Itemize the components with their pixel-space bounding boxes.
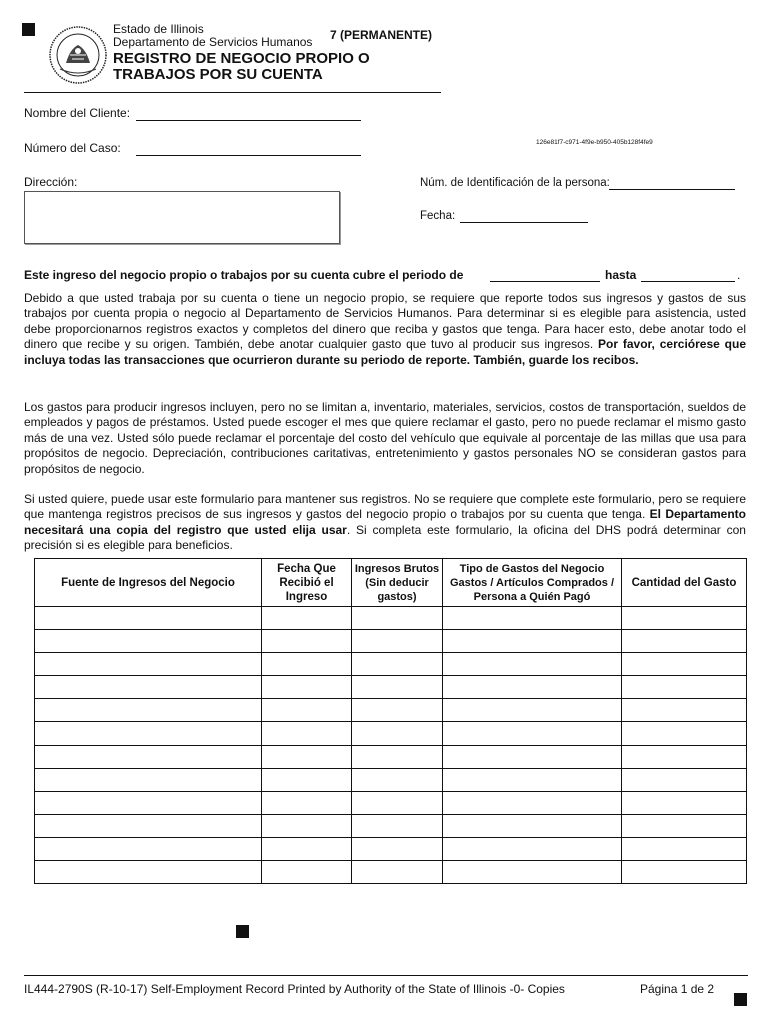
table-cell[interactable] [35, 676, 262, 699]
table-cell[interactable] [35, 814, 262, 837]
table-row [35, 791, 747, 814]
table-cell[interactable] [262, 837, 352, 860]
table-row [35, 861, 747, 884]
illinois-seal-icon [48, 25, 108, 85]
registration-mark-bottom-right [734, 993, 747, 1006]
document-hash: 126e81f7-c971-4f9e-b950-405b128f4fe9 [536, 139, 653, 146]
table-row [35, 837, 747, 860]
footer-rule [24, 975, 748, 976]
instructions-p3-tail: . Si completa este formulario, la oficina del DHS podrá determinar con precisión si es elegible para beneficios. [24, 522, 746, 553]
table-cell[interactable] [622, 676, 747, 699]
period-end-dot: . [737, 268, 741, 282]
table-cell[interactable] [262, 768, 352, 791]
table-cell[interactable] [622, 653, 747, 676]
table-cell[interactable] [443, 676, 622, 699]
client-name-label: Nombre del Cliente: [24, 106, 131, 120]
table-cell[interactable] [622, 768, 747, 791]
table-cell[interactable] [35, 607, 262, 630]
table-cell[interactable] [443, 861, 622, 884]
income-expense-table [34, 558, 747, 884]
registration-mark-top-left [22, 23, 35, 36]
table-cell[interactable] [262, 791, 352, 814]
period-end-field[interactable] [641, 281, 735, 282]
table-cell[interactable] [352, 722, 443, 745]
period-until-label: hasta [605, 268, 637, 282]
table-cell[interactable] [262, 722, 352, 745]
table-cell[interactable] [352, 607, 443, 630]
table-cell[interactable] [352, 837, 443, 860]
instructions-p2-text: Los gastos para producir ingresos incluyen, pero no se limitan a, inventario, materiales, servicios, costos de transportación, sueldos de empleados y pagos de préstamos. Usted puede escoger el mes que quiere reclamar el gasto, pero no puede reclamar el mismo gasto más de una vez. Usted sólo puede reclamar el porcentaje del costo del vehículo que equivale al porcentaje de las millas que usa para propósitos de negocio. Depreciación, contribuciones caritativas, entretenimiento y gastos personales NO se consideran gastos para propósitos de negocio. [24, 400, 746, 476]
table-cell[interactable] [443, 699, 622, 722]
table-cell[interactable] [262, 653, 352, 676]
table-cell[interactable] [262, 699, 352, 722]
table-header-row [35, 559, 747, 607]
table-cell[interactable] [262, 745, 352, 768]
instructions-paragraph-2 [24, 400, 746, 477]
table-cell[interactable] [443, 653, 622, 676]
address-field[interactable] [24, 191, 340, 244]
table-cell[interactable] [443, 837, 622, 860]
instructions-paragraph-1 [24, 291, 746, 368]
table-row [35, 722, 747, 745]
table-cell[interactable] [622, 607, 747, 630]
header-date-received: Fecha Que Recibió el Ingreso [262, 559, 352, 607]
instructions-p3-text: Si usted quiere, puede usar este formulario para mantener sus registros. No se requiere que complete este formulario, pero se requiere que mantenga registros precisos de sus ingresos y gastos del negocio propio o trabajos por su cuenta que tenga. [24, 492, 746, 522]
period-start-field[interactable] [490, 281, 600, 282]
agency-department: Departamento de Servicios Humanos [113, 35, 313, 49]
table-row [35, 814, 747, 837]
table-cell[interactable] [352, 676, 443, 699]
table-cell[interactable] [352, 699, 443, 722]
header-expense-type: Tipo de Gastos del Negocio Gastos / Artículos Comprados / Persona a Quién Pagó [443, 559, 622, 607]
date-field[interactable] [460, 222, 588, 223]
table-cell[interactable] [35, 653, 262, 676]
page-number: Página 1 de 2 [640, 982, 715, 996]
table-cell[interactable] [35, 791, 262, 814]
table-row [35, 699, 747, 722]
header-rule [24, 92, 441, 93]
person-id-field[interactable] [609, 189, 735, 190]
instructions-paragraph-3 [24, 492, 746, 554]
table-row [35, 607, 747, 630]
table-cell[interactable] [262, 630, 352, 653]
table-row [35, 676, 747, 699]
table-cell[interactable] [622, 791, 747, 814]
table-cell[interactable] [352, 745, 443, 768]
table-cell[interactable] [352, 861, 443, 884]
table-cell[interactable] [443, 791, 622, 814]
table-cell[interactable] [35, 699, 262, 722]
instructions-p1-emphasis: Por favor, cerciórese que incluya todas las transacciones que ocurrieron durante su periodo de reporte. También, guarde los recibos. [24, 337, 746, 367]
table-cell[interactable] [622, 861, 747, 884]
table-cell[interactable] [352, 630, 443, 653]
table-row [35, 653, 747, 676]
table-cell[interactable] [443, 768, 622, 791]
form-footer-info: IL444-2790S (R-10-17) Self-Employment Record Printed by Authority of the State of Illinois -0- Copies [24, 982, 565, 996]
address-label: Dirección: [24, 175, 78, 189]
case-number-label: Número del Caso: [24, 141, 121, 155]
header-income-source: Fuente de Ingresos del Negocio [35, 559, 262, 607]
instructions-p1-text: Debido a que usted trabaja por su cuenta o tiene un negocio propio, se requiere que reporte todos sus ingresos y gastos de sus trabajos por cuenta propia o negocio al Departamento de Servicios Humanos. Para determinar si es elegible para asistencia, usted debe proporcionarnos registros exactos y completos del dinero que reciba y gastos que tenga. Para hacer esto, debe anotar todo el dinero que recibe y su origen. También, debe anotar cualquier gasto que tuvo al producir sus ingresos. [24, 291, 746, 352]
table-row [35, 745, 747, 768]
instructions-p3-emphasis: El Departamento necesitará una copia del registro que usted elija usar [24, 507, 747, 537]
header-gross-income: Ingresos Brutos (Sin deducir gastos) [352, 559, 443, 607]
table-cell[interactable] [443, 745, 622, 768]
page-title-line-1: REGISTRO DE NEGOCIO PROPIO O [113, 50, 370, 67]
table-cell[interactable] [35, 768, 262, 791]
table-cell[interactable] [622, 814, 747, 837]
table-cell[interactable] [622, 837, 747, 860]
table-cell[interactable] [35, 722, 262, 745]
form-tag: 7 (PERMANENTE) [330, 28, 433, 42]
table-cell[interactable] [35, 837, 262, 860]
table-cell[interactable] [622, 745, 747, 768]
period-statement: Este ingreso del negocio propio o trabajos por su cuenta cubre el periodo de [24, 268, 464, 282]
table-cell[interactable] [35, 630, 262, 653]
date-label: Fecha: [420, 210, 456, 222]
table-cell[interactable] [262, 607, 352, 630]
person-id-label: Núm. de Identificación de la persona: [420, 177, 610, 189]
table-cell[interactable] [443, 630, 622, 653]
table-cell[interactable] [352, 791, 443, 814]
table-cell[interactable] [443, 722, 622, 745]
table-cell[interactable] [622, 699, 747, 722]
table-cell[interactable] [262, 861, 352, 884]
table-cell[interactable] [622, 630, 747, 653]
table-cell[interactable] [352, 653, 443, 676]
table-cell[interactable] [352, 814, 443, 837]
table-cell[interactable] [35, 745, 262, 768]
table-cell[interactable] [262, 676, 352, 699]
table-cell[interactable] [443, 814, 622, 837]
header-expense-amount: Cantidad del Gasto [622, 559, 747, 607]
table-cell[interactable] [443, 607, 622, 630]
table-cell[interactable] [352, 768, 443, 791]
table-row [35, 630, 747, 653]
registration-mark-bottom-center [236, 925, 249, 938]
page-title-line-2: TRABAJOS POR SU CUENTA [113, 66, 323, 83]
table-cell[interactable] [622, 722, 747, 745]
case-number-field[interactable] [136, 155, 361, 156]
table-cell[interactable] [262, 814, 352, 837]
table-cell[interactable] [35, 861, 262, 884]
table-row [35, 768, 747, 791]
agency-state: Estado de Illinois [113, 22, 204, 36]
client-name-field[interactable] [136, 120, 361, 121]
